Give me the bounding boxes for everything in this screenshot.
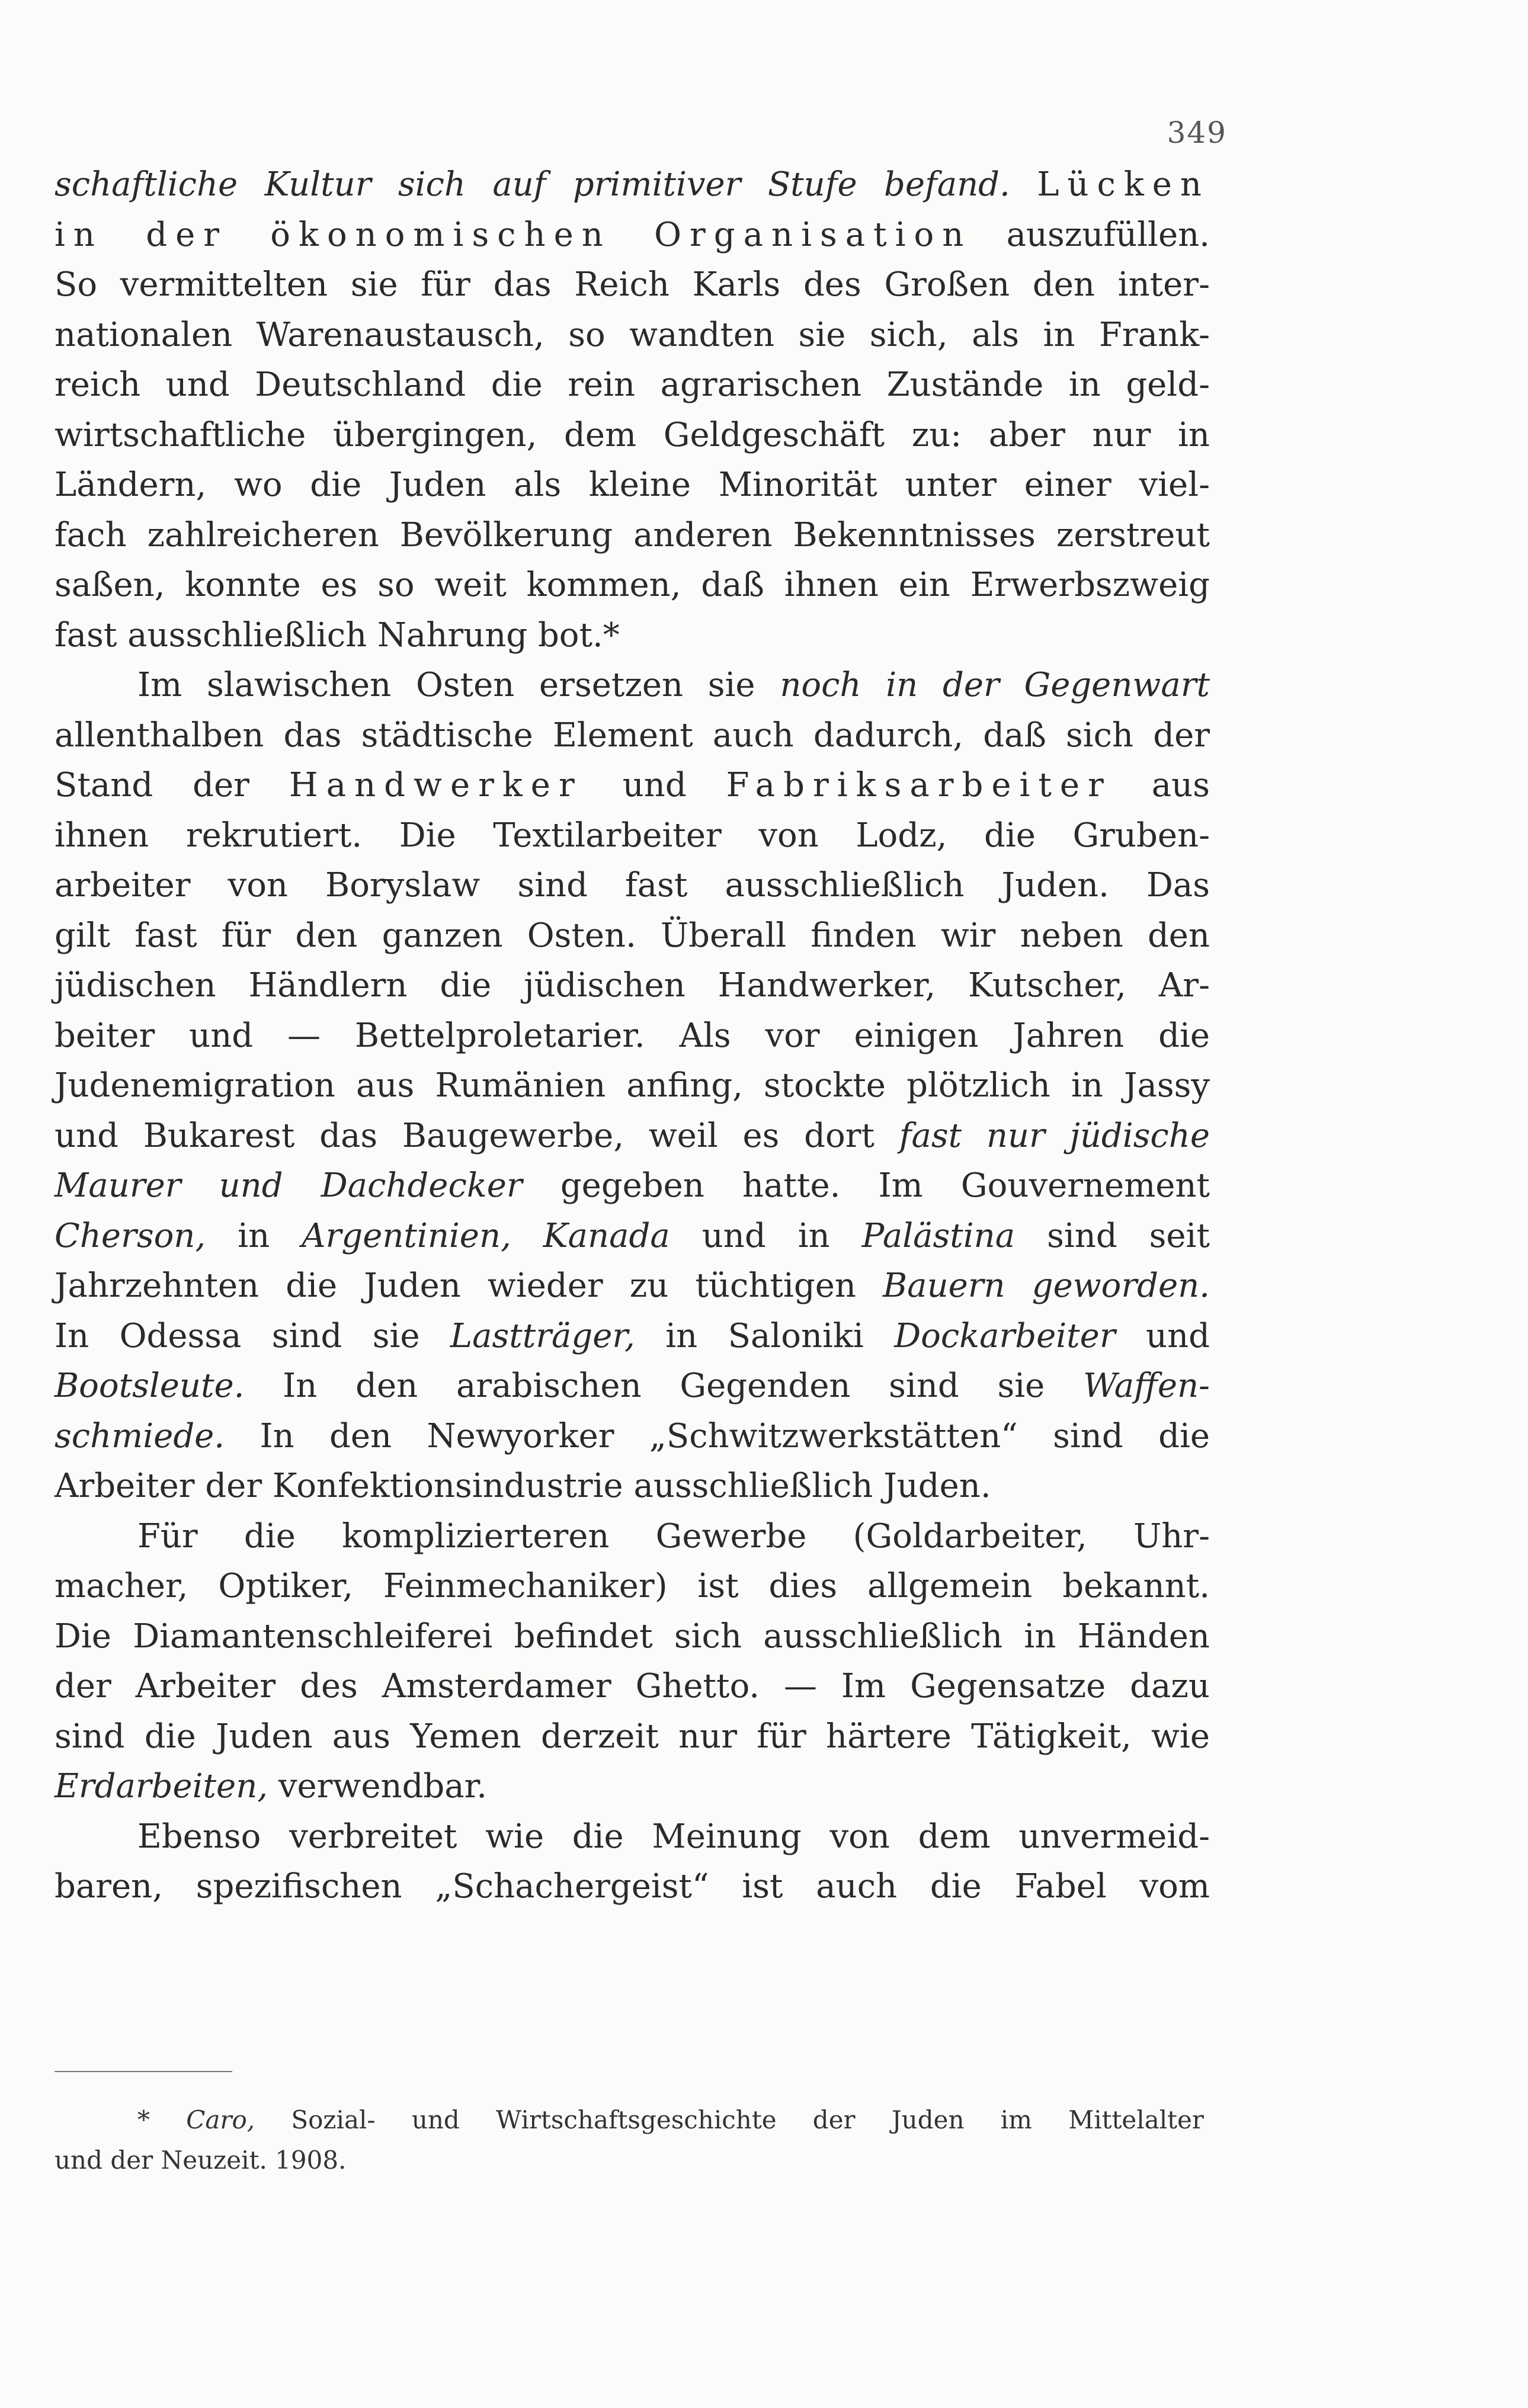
footnote-line: * Caro, Sozial- und Wirtschaftsgeschichte der Juden im Mittelalter (137, 2105, 1204, 2134)
body-text (55, 160, 1210, 1912)
text-line: nationalen Warenaustausch, so wandten sie sich, als in Frank- (55, 315, 1210, 354)
footnote-line: und der Neuzeit. 1908. (55, 2146, 347, 2175)
text-line: wirtschaftliche übergingen, dem Geldgeschäft zu: aber nur in (55, 415, 1210, 454)
text-line: Bootsleute. In den arabischen Gegenden sind sie Waffen- (55, 1367, 1210, 1405)
text-line: jüdischen Händlern die jüdischen Handwerker, Kutscher, Ar- (55, 966, 1210, 1005)
text-line: baren, spezifischen „Schachergeist“ ist auch die Fabel vom (55, 1867, 1210, 1906)
text-line: und Bukarest das Baugewerbe, weil es dort fast nur jüdische (55, 1116, 1210, 1155)
text-line: gilt fast für den ganzen Osten. Überall finden wir neben den (55, 916, 1210, 955)
text-line: reich und Deutschland die rein agrarischen Zustände in geld- (55, 365, 1210, 404)
text-line: in der ökonomischen Organisation auszufüllen. (55, 215, 1210, 254)
text-line: Jahrzehnten die Juden wieder zu tüchtigen Bauern geworden. (55, 1266, 1210, 1305)
text-line: macher, Optiker, Feinmechaniker) ist dies allgemein bekannt. (55, 1567, 1210, 1605)
text-line: Arbeiter der Konfektionsindustrie ausschließlich Juden. (55, 1467, 991, 1505)
text-line: Ebenso verbreitet wie die Meinung von dem unvermeid- (137, 1817, 1210, 1856)
text-line: In Odessa sind sie Lastträger, in Saloniki Dockarbeiter und (55, 1316, 1210, 1355)
text-line: arbeiter von Boryslaw sind fast ausschließlich Juden. Das (55, 866, 1210, 905)
text-line: Erdarbeiten, verwendbar. (55, 1767, 488, 1806)
text-line: allenthalben das städtische Element auch dadurch, daß sich der (55, 716, 1210, 755)
text-line: Im slawischen Osten ersetzen sie noch in der Gegenwart (137, 666, 1210, 704)
text-line: der Arbeiter des Amsterdamer Ghetto. — Im Gegensatze dazu (55, 1667, 1210, 1705)
footnote-divider (55, 2071, 232, 2072)
text-line: fast ausschließlich Nahrung bot.* (55, 615, 620, 655)
text-line: Ländern, wo die Juden als kleine Minorität unter einer viel- (55, 466, 1210, 504)
page-number: 349 (1167, 116, 1227, 150)
text-line: fach zahlreicheren Bevölkerung anderen Bekenntnisses zerstreut (55, 515, 1210, 554)
text-line: Für die komplizierteren Gewerbe (Goldarbeiter, Uhr- (137, 1516, 1210, 1556)
text-line: sind die Juden aus Yemen derzeit nur für härtere Tätigkeit, wie (55, 1717, 1210, 1756)
text-line: Cherson, in Argentinien, Kanada und in Palästina sind seit (55, 1216, 1210, 1255)
text-line: beiter und — Bettelproletarier. Als vor einigen Jahren die (55, 1016, 1210, 1055)
text-line: Maurer und Dachdecker gegeben hatte. Im Gouvernement (55, 1166, 1210, 1205)
text-line: Die Diamantenschleiferei befindet sich ausschließlich in Händen (55, 1617, 1210, 1656)
text-line: So vermittelten sie für das Reich Karls des Großen den inter- (55, 265, 1210, 304)
text-line: schmiede. In den Newyorker „Schwitzwerkstätten“ sind die (55, 1416, 1210, 1455)
text-line: schaftliche Kultur sich auf primitiver Stufe befand. Lücken (55, 165, 1210, 204)
text-line: Stand der Handwerker und Fabriksarbeiter aus (55, 766, 1210, 804)
footnote (55, 2100, 1204, 2181)
text-line: ihnen rekrutiert. Die Textilarbeiter von Lodz, die Gruben- (55, 816, 1210, 855)
text-line: Judenemigration aus Rumänien anfing, stockte plötzlich in Jassy (55, 1066, 1210, 1105)
text-line: saßen, konnte es so weit kommen, daß ihnen ein Erwerbszweig (55, 566, 1210, 604)
